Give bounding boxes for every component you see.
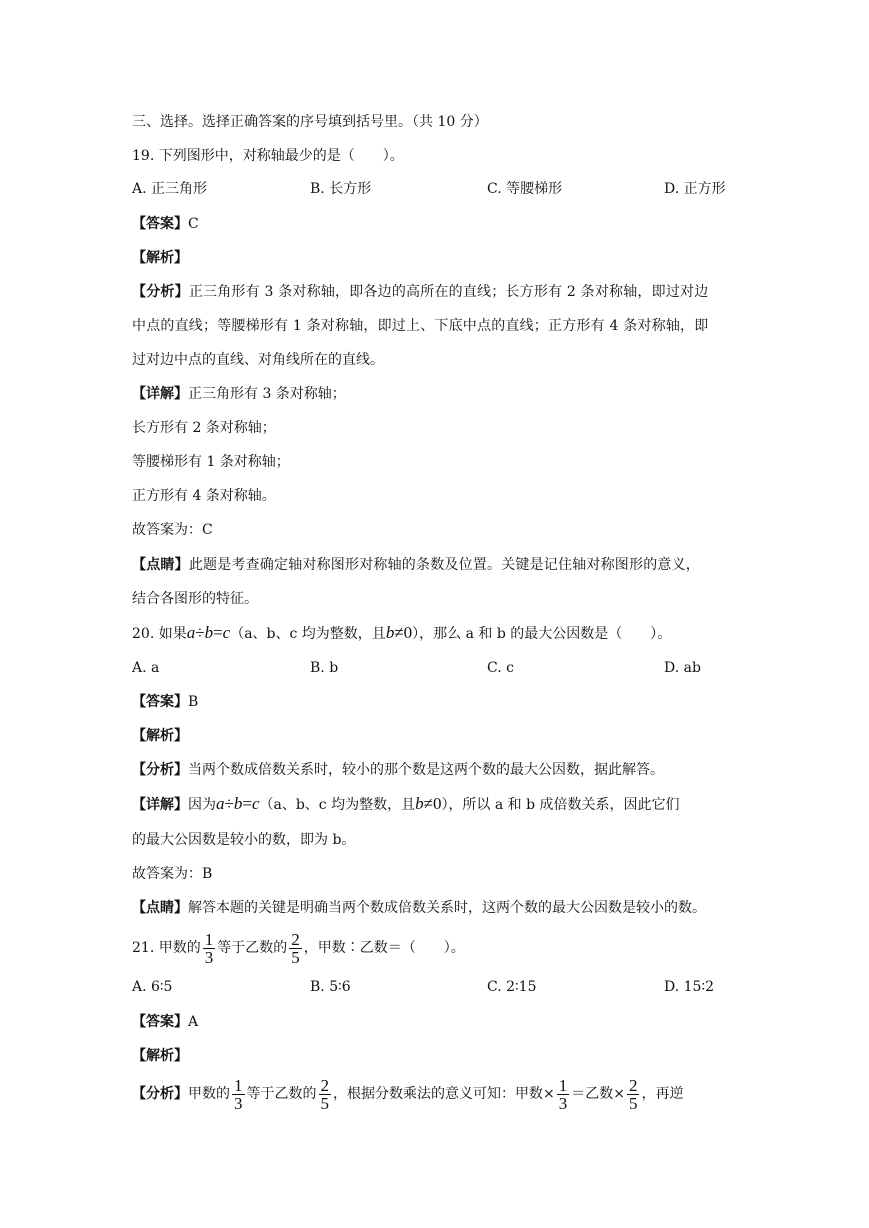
fenxi-text: 正三角形有 3 条对称轴，即各边的高所在的直线；长方形有 2 条对称轴，即过对边 (188, 284, 709, 300)
q21-stem-mid: 等于乙数的 (217, 940, 288, 956)
frac-denominator: 5 (628, 1093, 638, 1113)
answer-tag: 【答案】 (132, 694, 188, 710)
eq-c: c (251, 794, 260, 813)
xiangjie-tag: 【详解】 (132, 797, 188, 813)
q20-dianjing-line-1 (132, 898, 706, 918)
frac-numerator: 2 (628, 1075, 638, 1095)
answer-tag: 【答案】 (132, 1014, 188, 1030)
q21-option-c: C. 2∶15 (487, 979, 537, 995)
frac-numerator: 2 (291, 929, 300, 949)
q20-xiangjie-line-1 (132, 794, 680, 815)
q19-xiangjie-line-2: 长方形有 2 条对称轴； (132, 420, 276, 436)
q19-answer (132, 214, 199, 234)
q19-conclusion: 故答案为：C (132, 522, 213, 538)
eq-b: b (233, 794, 243, 813)
q20-analysis-heading: 【解析】 (132, 728, 188, 744)
answer-value: C (188, 216, 199, 232)
neq-zero: 0 (432, 794, 442, 813)
q19-stem: 19. 下列图形中，对称轴最少的是（ ）。 (132, 148, 404, 164)
q20-xiangjie-line-2: 的最大公因数是较小的数，即为 b。 (132, 832, 356, 848)
frac-numerator: 1 (204, 929, 214, 949)
frac-denominator: 5 (291, 947, 300, 967)
answer-tag: 【答案】 (132, 216, 188, 232)
xiangjie-text: 正三角形有 3 条对称轴； (188, 386, 346, 402)
xiangjie-tag: 【详解】 (132, 386, 188, 402)
neq-b: b (415, 794, 424, 813)
q21-option-b: B. 5∶6 (310, 979, 351, 995)
fraction-one-third (203, 931, 216, 966)
q20-fenxi-line-1 (132, 760, 664, 780)
xiangjie-mid: （a、b、c 均为整数，且 (259, 797, 416, 813)
neq-b: b (385, 623, 395, 642)
fenxi-mid2: ，根据分数乘法的意义可知：甲数× (333, 1086, 555, 1102)
q21-answer (132, 1012, 198, 1032)
q19-option-b: B. 长方形 (310, 181, 372, 197)
fenxi-tag: 【分析】 (132, 284, 189, 300)
q21-analysis-heading: 【解析】 (132, 1048, 188, 1064)
frac-denominator: 3 (558, 1093, 568, 1113)
q20-stem-post: ），那么 a 和 b 的最大公因数是（ ）。 (412, 626, 672, 642)
q19-option-c: C. 等腰梯形 (487, 181, 563, 197)
eq-b: b (204, 623, 214, 642)
q19-option-d: D. 正方形 (664, 181, 726, 197)
fenxi-tag: 【分析】 (132, 1086, 188, 1102)
q20-conclusion: 故答案为：B (132, 866, 213, 882)
frac-denominator: 3 (204, 947, 214, 967)
eq-eq: = (213, 623, 223, 642)
q21-stem (132, 927, 465, 969)
q19-fenxi-line-3: 过对边中点的直线、对角线所在的直线。 (132, 352, 384, 368)
q20-option-a: A. a (132, 660, 160, 676)
fraction-two-fifths (289, 931, 302, 966)
neq-sym: ≠ (394, 623, 404, 642)
q19-xiangjie-line-1 (132, 384, 346, 404)
eq-a: a (186, 623, 196, 642)
dianjing-tag: 【点睛】 (132, 900, 188, 916)
fraction-two-fifths (319, 1077, 332, 1112)
frac-denominator: 3 (234, 1093, 243, 1113)
fenxi-tag: 【分析】 (132, 762, 188, 778)
q19-xiangjie-line-3: 等腰梯形有 1 条对称轴； (132, 454, 290, 470)
q21-option-d: D. 15∶2 (664, 979, 714, 995)
eq-c: c (222, 623, 231, 642)
q21-stem-post: ，甲数∶乙数＝（ ）。 (303, 940, 465, 956)
q19-fenxi-line-2: 中点的直线；等腰梯形有 1 条对称轴，即过上、下底中点的直线；正方形有 4 条对称轴，即 (132, 318, 709, 334)
q20-stem-pre: 20. 如果 (132, 626, 187, 642)
q19-fenxi-line-1 (132, 282, 708, 302)
dianjing-text: 此题是考查确定轴对称图形对称轴的条数及位置。关键是记住轴对称图形的意义， (188, 557, 701, 573)
frac-numerator: 1 (234, 1075, 243, 1095)
answer-value: B (188, 694, 199, 710)
eq-div: ÷ (224, 794, 234, 813)
q20-stem (132, 623, 671, 644)
q20-option-c: C. c (487, 660, 514, 676)
fraction-one-third (557, 1077, 570, 1112)
fraction-two-fifths (627, 1077, 640, 1112)
fenxi-text: 当两个数成倍数关系时，较小的那个数是这两个数的最大公因数，据此解答。 (188, 762, 664, 778)
q21-fenxi-line-1 (132, 1073, 683, 1115)
q19-analysis-heading: 【解析】 (132, 250, 188, 266)
q21-stem-pre: 21. 甲数的 (132, 940, 201, 956)
eq-div: ÷ (195, 623, 205, 642)
frac-numerator: 2 (320, 1075, 329, 1095)
q20-option-b: B. b (310, 660, 339, 676)
neq-zero: 0 (403, 623, 413, 642)
q20-option-d: D. ab (664, 660, 701, 676)
q19-dianjing-line-1 (132, 555, 700, 575)
fraction-one-third (232, 1077, 245, 1112)
fenxi-post: ，再逆 (641, 1086, 684, 1102)
q19-xiangjie-line-4: 正方形有 4 条对称轴。 (132, 488, 276, 504)
dianjing-text: 解答本题的关键是明确当两个数成倍数关系时，这两个数的最大公因数是较小的数。 (188, 900, 706, 916)
fenxi-pre: 甲数的 (188, 1086, 230, 1102)
eq-a: a (216, 794, 225, 813)
q21-option-a: A. 6∶5 (132, 979, 173, 995)
q20-answer (132, 692, 198, 712)
q19-dianjing-line-2: 结合各图形的特征。 (132, 591, 258, 607)
q20-stem-mid: （a、b、c 均为整数，且 (230, 626, 386, 642)
xiangjie-pre: 因为 (188, 797, 216, 813)
fenxi-mid3: ＝乙数× (571, 1086, 625, 1102)
fenxi-mid1: 等于乙数的 (246, 1086, 317, 1102)
dianjing-tag: 【点睛】 (132, 557, 189, 573)
frac-denominator: 5 (320, 1093, 329, 1113)
xiangjie-post: ），所以 a 和 b 成倍数关系，因此它们 (441, 797, 680, 813)
eq-eq: = (242, 794, 252, 813)
q19-option-a: A. 正三角形 (132, 181, 208, 197)
section-header: 三、选择。选择正确答案的序号填到括号里。（共 10 分） (132, 114, 488, 130)
neq-sym: ≠ (423, 794, 433, 813)
frac-numerator: 1 (558, 1075, 568, 1095)
answer-value: A (188, 1014, 199, 1030)
